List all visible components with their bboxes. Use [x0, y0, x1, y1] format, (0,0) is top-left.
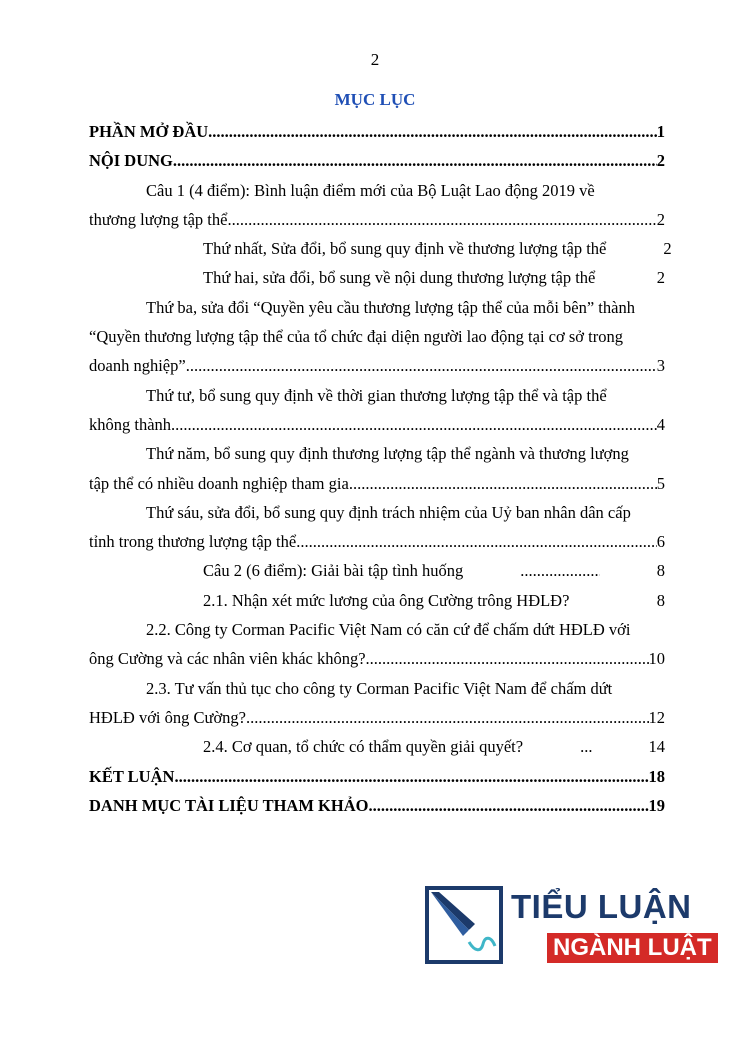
toc-entry-text: PHẦN MỞ ĐẦU	[89, 122, 209, 141]
toc-entry-last-line	[89, 469, 665, 498]
toc-entry-page: 1	[656, 122, 665, 141]
toc-entry-page: 8	[656, 590, 665, 610]
toc-entry-text: Thứ nhất, Sửa đổi, bổ sung quy định về thương lượng tập thể	[203, 239, 607, 259]
logo-text-bottom: NGÀNH LUẬT	[547, 933, 718, 963]
toc-entry-page: 2	[656, 209, 665, 229]
toc-entry-thu-sau[interactable]	[89, 498, 665, 557]
toc-entry-page: 3	[656, 356, 665, 376]
toc-entry-last-line	[89, 351, 665, 380]
toc-entry-last-line	[89, 644, 665, 673]
toc-entry-thu-ba[interactable]	[89, 293, 665, 381]
toc-entry-text: thương lượng tập thể	[89, 209, 228, 229]
toc-entry-text: HĐLĐ với ông Cường?	[89, 707, 247, 727]
toc-entry-thu-nam[interactable]	[89, 439, 665, 498]
toc-entry-page: 18	[648, 766, 665, 786]
toc-entry-2-4[interactable]	[89, 732, 665, 761]
logo-text-top: TIỂU LUẬN	[511, 888, 692, 925]
toc-entry-2-3[interactable]	[89, 674, 665, 733]
toc-entry-noi-dung[interactable]	[89, 146, 665, 175]
table-of-contents	[89, 117, 672, 820]
toc-entry-text: ông Cường và các nhân viên khác không?	[89, 649, 366, 669]
toc-entry-last-line	[89, 703, 665, 732]
toc-entry-page: 2	[656, 268, 665, 288]
toc-entry-cau-1[interactable]	[89, 176, 665, 235]
toc-entry-cau-2[interactable]	[89, 556, 665, 585]
dot-leader	[186, 351, 657, 380]
toc-entry-line: Thứ ba, sửa đổi “Quyền yêu cầu thương lượng tập thể của mỗi bên” thành	[146, 297, 635, 317]
toc-entry-page: 19	[648, 795, 665, 815]
dot-leader	[227, 205, 656, 234]
dot-leader	[208, 117, 657, 146]
dot-leader	[174, 762, 648, 791]
page-number: 2	[370, 50, 380, 69]
dot-leader	[349, 469, 657, 498]
toc-title: MỤC LỤC	[334, 90, 416, 109]
toc-entry-thu-nhat[interactable]	[89, 234, 672, 263]
toc-entry-last-line	[89, 410, 665, 439]
dot-leader	[569, 586, 599, 615]
toc-entry-page: 8	[656, 561, 665, 581]
toc-entry-page: 10	[648, 649, 665, 669]
dot-leader	[296, 527, 657, 556]
dot-leader	[463, 556, 599, 585]
toc-entry-page: 4	[656, 414, 665, 434]
toc-entry-last-line	[89, 527, 665, 556]
dot-leader	[246, 703, 648, 732]
toc-entry-page: 2	[663, 239, 672, 259]
toc-entry-line: 2.2. Công ty Corman Pacific Việt Nam có căn cứ để chấm dứt HĐLĐ với	[146, 620, 631, 640]
toc-entry-page: 6	[656, 532, 665, 552]
toc-entry-text: 2.4. Cơ quan, tổ chức có thẩm quyền giải quyết?	[203, 737, 524, 757]
toc-entry-page: 2	[656, 151, 665, 171]
toc-entry-text: KẾT LUẬN	[89, 766, 175, 786]
toc-entry-page: 14	[648, 737, 665, 757]
dot-leader	[366, 644, 649, 673]
dot-leader	[171, 410, 657, 439]
toc-entry-text: Câu 2 (6 điểm): Giải bài tập tình huống	[203, 561, 464, 581]
toc-entry-ket-luan[interactable]	[89, 762, 665, 791]
toc-entry-thu-tu[interactable]	[89, 381, 665, 440]
pen-nib-icon	[425, 886, 503, 964]
toc-entry-text: DANH MỤC TÀI LIỆU THAM KHẢO	[89, 795, 369, 815]
toc-entry-last-line	[89, 205, 665, 234]
toc-entry-text: doanh nghiệp”	[89, 356, 186, 376]
toc-entry-line: Câu 1 (4 điểm): Bình luận điểm mới của Bộ Luật Lao động 2019 về	[146, 180, 595, 200]
toc-entry-page: 5	[656, 473, 665, 493]
toc-entry-text: không thành	[89, 414, 172, 434]
toc-entry-text: Thứ hai, sửa đổi, bổ sung về nội dung thương lượng tập thể	[203, 268, 596, 288]
toc-entry-2-1[interactable]	[89, 586, 665, 615]
toc-entry-line: Thứ năm, bổ sung quy định thương lượng tập thể ngành và thương lượng	[146, 444, 629, 464]
toc-entry-thu-hai[interactable]	[89, 263, 665, 292]
toc-entry-phan-mo-dau[interactable]	[89, 117, 665, 146]
toc-entry-line: Thứ sáu, sửa đổi, bổ sung quy định trách nhiệm của Uỷ ban nhân dân cấp	[146, 502, 631, 522]
toc-entry-2-2[interactable]	[89, 615, 665, 674]
toc-entry-text: NỘI DUNG	[89, 151, 173, 171]
toc-entry-text: tập thể có nhiều doanh nghiệp tham gia	[89, 473, 349, 493]
dot-leader	[523, 732, 591, 761]
logo	[425, 886, 712, 966]
toc-entry-text: 2.1. Nhận xét mức lương của ông Cường trông HĐLĐ?	[203, 590, 570, 610]
toc-entry-tai-lieu[interactable]	[89, 791, 665, 820]
toc-entry-line: 2.3. Tư vấn thủ tục cho công ty Corman Pacific Việt Nam để chấm dứt	[146, 678, 613, 698]
toc-entry-line: Thứ tư, bổ sung quy định về thời gian thương lượng tập thể và tập thể	[146, 385, 607, 405]
toc-entry-page: 12	[648, 707, 665, 727]
dot-leader	[368, 791, 648, 820]
toc-entry-line: “Quyền thương lượng tập thể của tổ chức đại diện người lao động tại cơ sở trong	[89, 327, 623, 347]
toc-entry-text: tỉnh trong thương lượng tập thể	[89, 532, 297, 552]
dot-leader	[173, 146, 657, 175]
